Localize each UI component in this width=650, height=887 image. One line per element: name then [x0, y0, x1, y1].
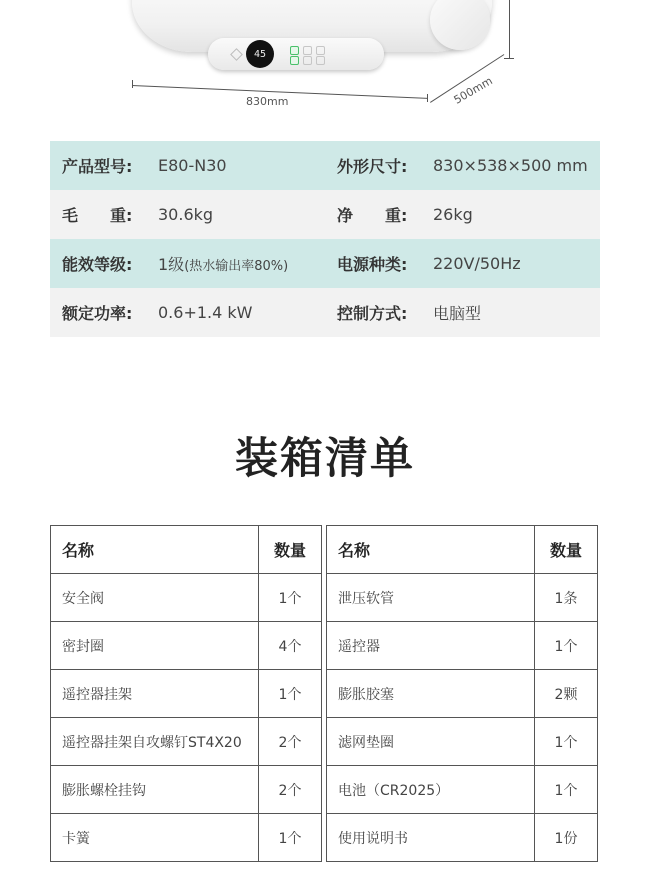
item-name: 安全阀 — [51, 574, 259, 622]
spec-value-note: (热水输出率80%) — [184, 259, 289, 274]
product-diagram — [0, 0, 650, 120]
item-name: 滤网垫圈 — [327, 718, 535, 766]
table-header-row — [327, 526, 598, 574]
height-dimension-line — [509, 0, 510, 58]
table-row — [51, 766, 322, 814]
spec-label: 毛 重: — [62, 206, 133, 225]
packing-table-left — [50, 525, 322, 862]
panel-button-icon — [316, 56, 325, 65]
item-name: 膨胀胶塞 — [327, 670, 535, 718]
item-qty: 1个 — [535, 766, 598, 814]
spec-cell — [325, 301, 600, 324]
spec-value-main: 1级 — [158, 255, 185, 274]
spec-row — [50, 239, 600, 288]
spec-cell — [50, 154, 325, 177]
display-reading: 45 — [253, 48, 267, 60]
control-panel — [208, 38, 384, 70]
spec-row — [50, 288, 600, 337]
spec-cell — [50, 203, 325, 226]
temperature-display — [246, 40, 274, 68]
table-row — [51, 670, 322, 718]
spec-value: E80-N30 — [158, 156, 227, 175]
dimension-tick — [504, 58, 514, 59]
item-name: 密封圈 — [51, 622, 259, 670]
table-row — [327, 718, 598, 766]
panel-button-icon — [303, 56, 312, 65]
column-header-qty: 数量 — [535, 526, 598, 574]
spec-value: 30.6kg — [158, 205, 214, 224]
brand-logo-icon — [230, 48, 243, 61]
packing-list-title: 装箱清单 — [235, 434, 415, 484]
item-qty: 1份 — [535, 814, 598, 862]
table-row — [327, 574, 598, 622]
item-qty: 2个 — [259, 718, 322, 766]
spec-cell — [50, 301, 325, 324]
table-row — [51, 574, 322, 622]
spec-cell — [325, 154, 600, 177]
spec-label: 电源种类: — [337, 255, 408, 274]
power-button-icon — [290, 46, 299, 55]
item-name: 电池（CR2025） — [327, 766, 535, 814]
item-name: 使用说明书 — [327, 814, 535, 862]
item-name: 遥控器挂架 — [51, 670, 259, 718]
table-row — [327, 814, 598, 862]
panel-button-icon — [316, 46, 325, 55]
item-qty: 2个 — [259, 766, 322, 814]
panel-button-icon — [303, 46, 312, 55]
item-name: 卡簧 — [51, 814, 259, 862]
item-qty: 4个 — [259, 622, 322, 670]
dimension-tick — [132, 80, 133, 88]
item-qty: 2颗 — [535, 670, 598, 718]
table-row — [51, 622, 322, 670]
item-name: 遥控器 — [327, 622, 535, 670]
spec-label: 额定功率: — [62, 304, 133, 323]
mode-button-icon — [290, 56, 299, 65]
spec-value: 电脑型 — [433, 304, 482, 323]
spec-label: 控制方式: — [337, 304, 408, 323]
packing-table-right — [326, 525, 598, 862]
spec-label: 能效等级: — [62, 255, 133, 274]
width-label: 830mm — [246, 95, 289, 108]
item-name: 泄压软管 — [327, 574, 535, 622]
item-qty: 1个 — [535, 622, 598, 670]
spec-row — [50, 190, 600, 239]
column-header-qty: 数量 — [259, 526, 322, 574]
table-row — [51, 718, 322, 766]
table-header-row — [51, 526, 322, 574]
item-qty: 1个 — [259, 814, 322, 862]
spec-label: 产品型号: — [62, 157, 133, 176]
spec-cell — [325, 203, 600, 226]
item-qty: 1个 — [259, 574, 322, 622]
column-header-name: 名称 — [51, 526, 259, 574]
column-header-name: 名称 — [327, 526, 535, 574]
spec-value: 0.6+1.4 kW — [158, 303, 253, 322]
table-row — [327, 622, 598, 670]
spec-cell — [50, 252, 325, 275]
table-row — [327, 670, 598, 718]
depth-label: 500mm — [451, 74, 495, 107]
spec-value — [158, 252, 288, 275]
item-name: 膨胀螺栓挂钩 — [51, 766, 259, 814]
spec-value: 830×538×500 mm — [433, 156, 588, 175]
item-qty: 1个 — [259, 670, 322, 718]
item-name: 遥控器挂架自攻螺钉ST4X20 — [51, 718, 259, 766]
spec-value: 26kg — [433, 205, 473, 224]
spec-row — [50, 141, 600, 190]
table-row — [327, 766, 598, 814]
spec-table — [50, 141, 600, 337]
dimension-tick — [427, 94, 428, 102]
item-qty: 1条 — [535, 574, 598, 622]
spec-value: 220V/50Hz — [433, 254, 521, 273]
spec-label: 净 重: — [337, 206, 408, 225]
spec-label: 外形尺寸: — [337, 157, 408, 176]
spec-cell — [325, 252, 600, 275]
item-qty: 1个 — [535, 718, 598, 766]
table-row — [51, 814, 322, 862]
